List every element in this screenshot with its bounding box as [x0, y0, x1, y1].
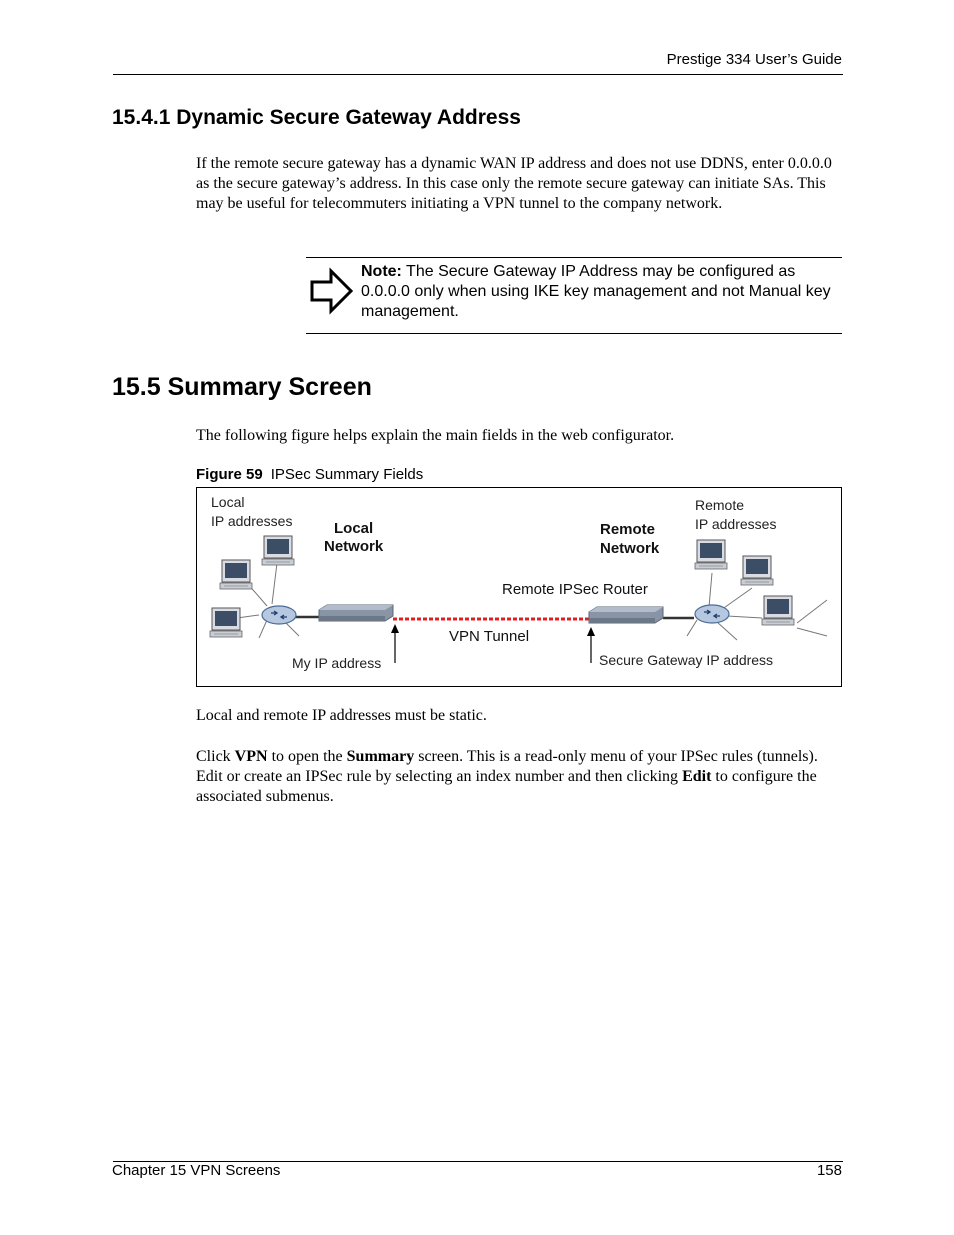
summary-term: Summary — [346, 748, 415, 765]
remote-ip-label-1: Remote — [695, 497, 745, 513]
figure-caption — [196, 466, 423, 483]
section-heading-15-4-1: 15.4.1 Dynamic Secure Gateway Address — [112, 106, 521, 129]
note-body: The Secure Gateway IP Address may be configured as 0.0.0.0 only when using IKE key management and not Manual key management. — [361, 263, 831, 320]
text-run: to open the — [267, 748, 347, 765]
note-text — [361, 262, 841, 322]
remote-ipsec-router-label: Remote IPSec Router — [502, 581, 648, 598]
dynamic-gateway-paragraph: If the remote secure gateway has a dynamic WAN IP address and does not use DDNS, enter 0.0.0.0 as the secure gateway’s address. In this case only the remote secure gateway can initiate SAs. This may be useful for telecommuters initiating a VPN tunnel to the company network. — [196, 155, 832, 212]
vpn-tunnel-label: VPN Tunnel — [449, 628, 530, 645]
arrow-note-icon — [309, 267, 355, 315]
local-computer-icon — [220, 560, 252, 589]
ipsec-summary-figure — [196, 487, 842, 687]
text-run: Click — [196, 748, 235, 765]
edit-term: Edit — [682, 768, 712, 785]
local-network-label-1: Local — [334, 520, 374, 537]
remote-network-label-1: Remote — [600, 521, 656, 538]
figure-intro-paragraph: The following figure helps explain the main fields in the web configurator. — [196, 427, 675, 444]
network-diagram — [197, 488, 841, 686]
text-run: screen. This is a read-only menu of your IPSec rules (tunnels). Edit or create an IPSec rule by selecting an index number and then clicking — [196, 748, 818, 785]
footer-page-number: 158 — [816, 1162, 842, 1179]
remote-computer-icon — [741, 556, 773, 585]
local-network-label-2: Network — [324, 538, 384, 555]
click-vpn-paragraph — [196, 747, 841, 807]
local-ip-label-2: IP addresses — [211, 513, 293, 529]
remote-computer-icon — [695, 540, 727, 569]
remote-vpn-device-icon — [589, 607, 663, 623]
local-router-icon — [262, 606, 296, 624]
remote-router-icon — [695, 605, 729, 623]
my-ip-arrow-icon — [391, 624, 399, 663]
footer-chapter: Chapter 15 VPN Screens — [112, 1162, 281, 1179]
my-ip-address-label: My IP address — [292, 655, 382, 671]
remote-ip-label-2: IP addresses — [695, 516, 777, 532]
local-computer-icon — [210, 608, 242, 637]
note-box — [306, 257, 842, 334]
figure-title: IPSec Summary Fields — [270, 466, 424, 483]
vpn-term: VPN — [234, 748, 268, 765]
local-ip-label-1: Local — [211, 494, 245, 510]
note-label: Note: — [361, 263, 402, 280]
secure-gateway-arrow-icon — [587, 627, 595, 663]
static-ip-paragraph: Local and remote IP addresses must be static. — [196, 707, 487, 724]
local-computer-icon — [262, 536, 294, 565]
section-heading-15-5: 15.5 Summary Screen — [112, 373, 372, 401]
secure-gateway-label: Secure Gateway IP address — [599, 652, 774, 668]
text-run: to configure the associated submenus. — [196, 768, 817, 805]
running-header: Prestige 334 User’s Guide — [666, 51, 842, 68]
remote-network-label-2: Network — [600, 540, 660, 557]
figure-number: Figure 59 — [196, 466, 263, 483]
header-rule — [113, 74, 843, 75]
local-vpn-device-icon — [319, 605, 393, 621]
remote-computer-icon — [762, 596, 794, 625]
